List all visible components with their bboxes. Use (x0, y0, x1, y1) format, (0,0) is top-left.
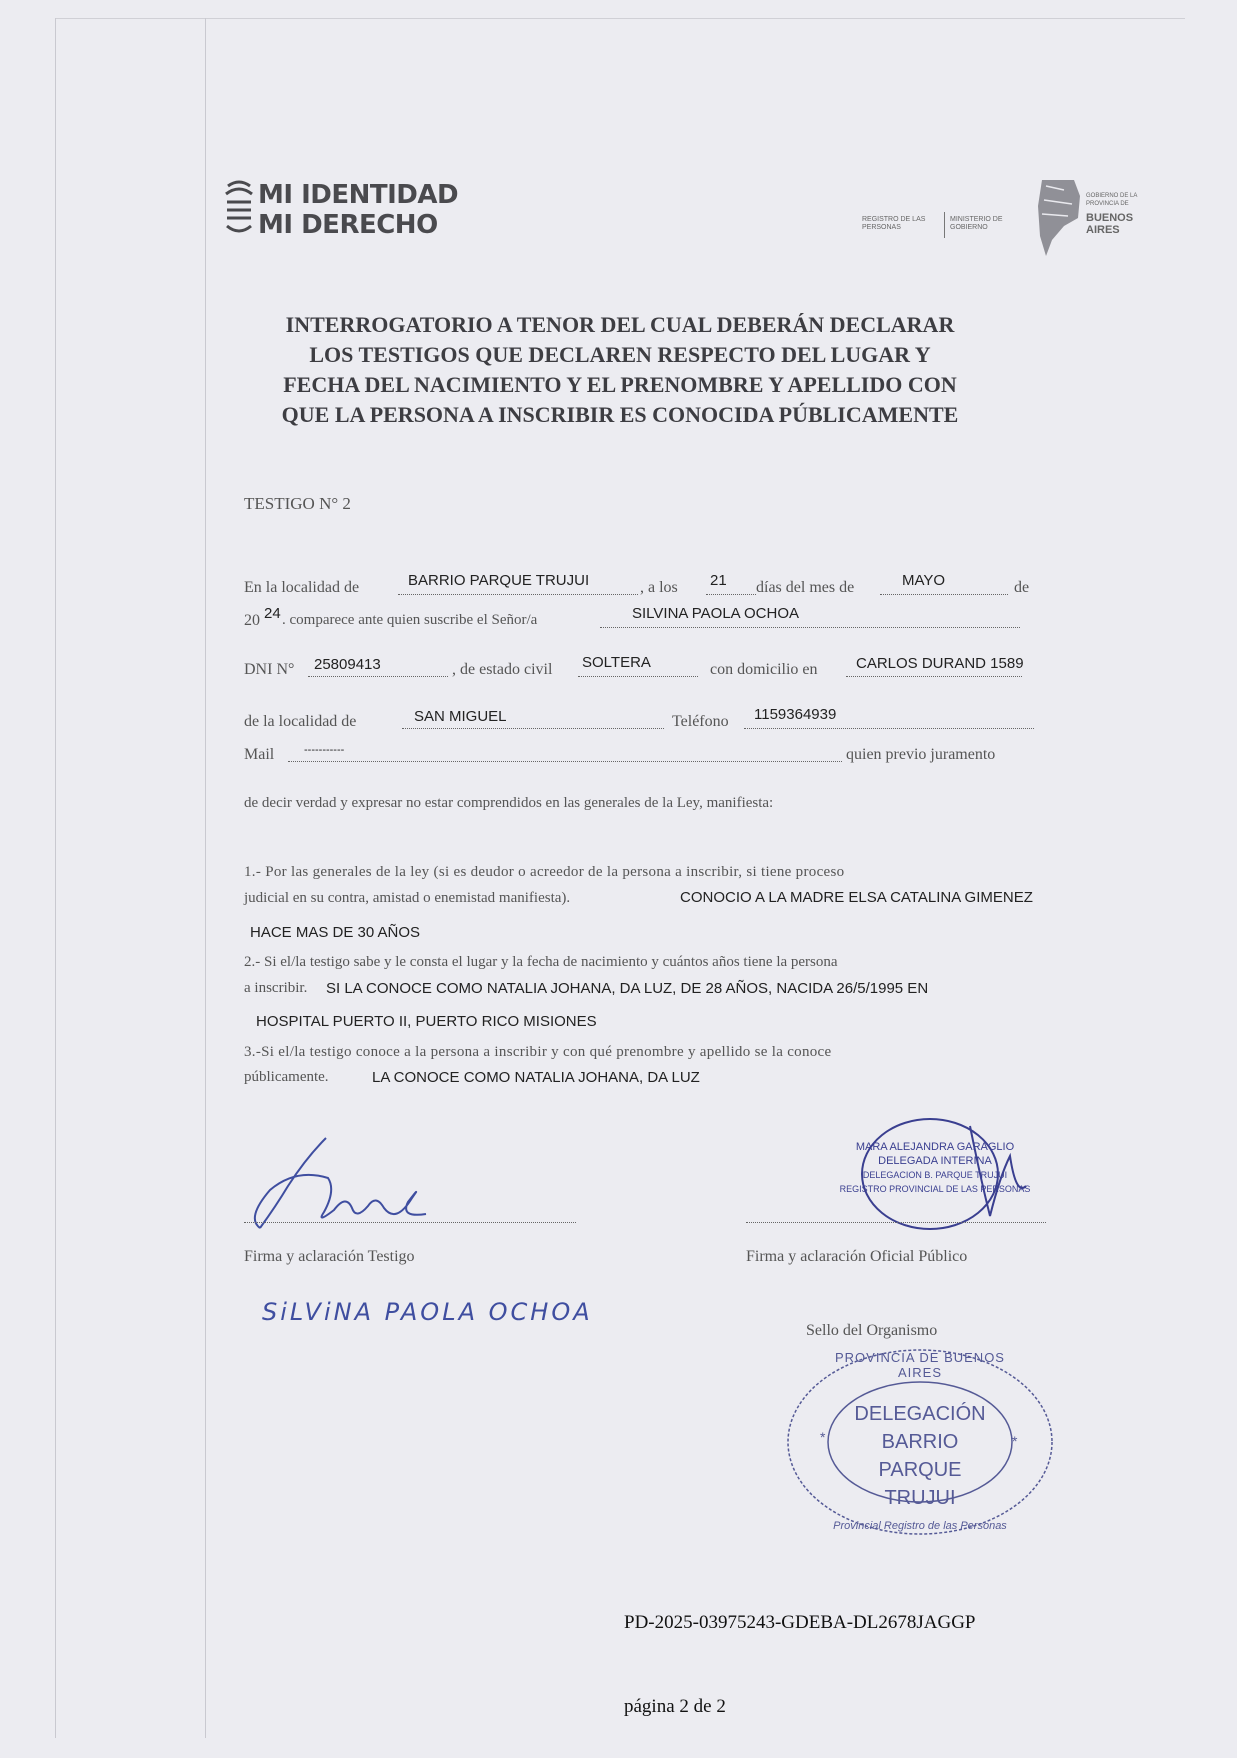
dotted-line (288, 761, 842, 762)
label-dni: DNI N° (244, 661, 295, 678)
dotted-line (402, 728, 664, 729)
domicilio-value: CARLOS DURAND 1589 (856, 655, 1024, 672)
dotted-line (744, 728, 1034, 729)
label-de: de (1014, 579, 1030, 596)
dias-value: 21 (710, 572, 727, 589)
title-line: LOS TESTIGOS QUE DECLAREN RESPECTO DEL LUGAR Y (309, 342, 931, 367)
sello-label: Sello del Organismo (806, 1322, 938, 1339)
witness-signature-line (244, 1222, 576, 1223)
svg-text:*: * (820, 1429, 826, 1445)
label-mail: Mail (244, 746, 275, 763)
dni-value: 25809413 (314, 656, 381, 673)
seal-center-line: BARRIO PARQUE (878, 1431, 962, 1481)
scan-border-top (55, 18, 1185, 19)
seal-ring-bottom: Provincial Registro de las Personas (833, 1520, 1007, 1532)
telefono-value: 1159364939 (754, 706, 837, 723)
official-signature-line (746, 1222, 1046, 1223)
logo-line2: MI DERECHO (258, 210, 438, 240)
answer-1-line2: HACE MAS DE 30 AÑOS (250, 924, 421, 941)
label-telefono: Teléfono (672, 713, 729, 730)
localidad-value: BARRIO PARQUE TRUJUI (408, 572, 590, 589)
stamp-line: DELEGADA INTERINA (878, 1155, 992, 1167)
answer-2-line1: SI LA CONOCE COMO NATALIA JOHANA, DA LUZ, DE 28 AÑOS, NACIDA 26/5/1995 EN (326, 980, 929, 997)
question-3-line1: 3.-Si el/la testigo conoce a la persona a inscribir y con qué prenombre y apellido se la conoce (244, 1044, 832, 1060)
dotted-line (578, 676, 698, 677)
dotted-line (846, 676, 1022, 677)
stamp-line: REGISTRO PROVINCIAL DE LAS PERSONAS (839, 1184, 1031, 1194)
header-divider (944, 212, 945, 238)
document-id: PD-2025-03975243-GDEBA-DL2678JAGGP (624, 1612, 976, 1633)
witness-signature (236, 1128, 436, 1243)
testigo-number: TESTIGO N° 2 (244, 494, 351, 513)
answer-1-line1: CONOCIO A LA MADRE ELSA CATALINA GIMENEZ (680, 889, 1033, 906)
answer-3-line1: LA CONOCE COMO NATALIA JOHANA, DA LUZ (372, 1069, 700, 1086)
mes-value: MAYO (902, 572, 946, 589)
question-3-line2: públicamente. (244, 1069, 329, 1085)
title-line: FECHA DEL NACIMIENTO Y EL PRENOMBRE Y APELLIDO CON (283, 372, 957, 397)
seal-center-line: DELEGACIÓN (854, 1403, 986, 1425)
dotted-line (600, 627, 1020, 628)
decir-verdad-text: de decir verdad y expresar no estar comprendidos en las generales de la Ley, manifiesta: (244, 795, 774, 811)
estado-value: SOLTERA (582, 654, 651, 671)
nombre-value: SILVINA PAOLA OCHOA (632, 605, 800, 622)
document-title (240, 310, 1000, 430)
dotted-line (880, 594, 1008, 595)
label-a-los: , a los (640, 579, 678, 596)
dotted-line (398, 594, 638, 595)
buenos-aires-text: BUENOS AIRES (1086, 212, 1134, 236)
mi-identidad-logo (224, 180, 254, 245)
label-comparece: . comparece ante quien suscribe el Señor/a (282, 612, 538, 628)
scan-fold-line (205, 18, 206, 1738)
registro-text: REGISTRO DE LAS PERSONAS (862, 216, 926, 231)
handwritten-name: SiLViNA PAOLA OCHOA (262, 1298, 593, 1326)
ministerio-text: MINISTERIO DE GOBIERNO (950, 216, 1003, 231)
label-year-prefix: 20 (244, 612, 260, 629)
firma-testigo-label: Firma y aclaración Testigo (244, 1248, 415, 1265)
svg-text:*: * (1012, 1433, 1018, 1449)
fingerprint-icon (224, 180, 254, 240)
dotted-line (706, 594, 756, 595)
label-domicilio: con domicilio en (710, 661, 818, 678)
title-line: QUE LA PERSONA A INSCRIBIR ES CONOCIDA PÚBLICAMENTE (281, 402, 959, 427)
gobierno-text: GOBIERNO DE LA PROVINCIA DE (1086, 193, 1138, 207)
question-2-line1: 2.- Si el/la testigo sabe y le consta el lugar y la fecha de nacimiento y cuántos años tiene la persona (244, 954, 838, 970)
label-en-la-localidad: En la localidad de (244, 579, 360, 596)
answer-2-line2: HOSPITAL PUERTO II, PUERTO RICO MISIONES (256, 1013, 597, 1030)
seal-center-line: TRUJUI (884, 1487, 956, 1509)
stamp-line: MARA ALEJANDRA GARAGLIO (855, 1141, 1015, 1153)
seal-center (840, 1400, 1000, 1512)
page-number: página 2 de 2 (624, 1696, 726, 1717)
label-estado-civil: , de estado civil (452, 661, 553, 678)
label-de-la-localidad: de la localidad de (244, 713, 357, 730)
localidad2-value: SAN MIGUEL (414, 708, 507, 725)
province-map-logo (1034, 176, 1084, 261)
label-quien-previo: quien previo juramento (846, 746, 996, 763)
logo-line1: MI IDENTIDAD (258, 180, 459, 210)
firma-oficial-label: Firma y aclaración Oficial Público (746, 1248, 968, 1265)
year-value: 24 (264, 605, 281, 622)
dotted-line (308, 676, 448, 677)
label-dias-del-mes: días del mes de (756, 579, 855, 596)
title-line: INTERROGATORIO A TENOR DEL CUAL DEBERÁN DECLARAR (285, 312, 955, 337)
question-1-line2: judicial en su contra, amistad o enemistad manifiesta). (244, 890, 571, 906)
mail-value: ----------- (304, 744, 345, 756)
official-stamp (820, 1116, 1050, 1236)
stamp-line: DELEGACION B. PARQUE TRUJUI (862, 1170, 1008, 1180)
seal-ring-top: PROVINCIA DE BUENOS AIRES (835, 1350, 1005, 1380)
organism-seal (780, 1344, 1060, 1544)
scan-border-left (55, 18, 56, 1738)
question-2-line2: a inscribir. (244, 980, 308, 996)
question-1-line1: 1.- Por las generales de la ley (si es deudor o acreedor de la persona a inscribir, si tiene proceso (244, 864, 845, 880)
